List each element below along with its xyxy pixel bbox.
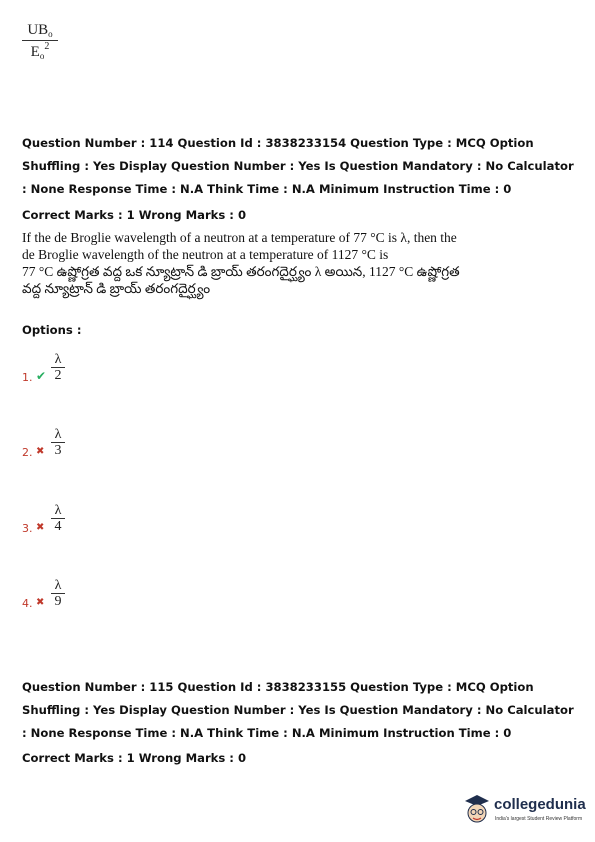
question-text-line: de Broglie wavelength of the neutron at a temperature of 1127 °C is: [22, 247, 389, 262]
option-1[interactable]: [22, 352, 222, 402]
question-115-meta: Question Number : 115 Question Id : 3838233155 Question Type : MCQ Option Shuffling : Yes Display Question Number : Yes Is Question Mandatory : No Calculator : None Response Time : N.A Think Time : N.A Minimum Instruction Time : 0: [22, 680, 574, 740]
cross-icon: ✖: [36, 522, 45, 533]
option-fraction: λ 3: [51, 427, 65, 459]
option-fraction: λ 4: [51, 503, 65, 535]
question-text-line: If the de Broglie wavelength of a neutron at a temperature of 77 °C is λ, then the: [22, 230, 457, 245]
question-text-line: 77 °C ఉష్ణోగ్రత వద్ద ఒక న్యూట్రాన్ డి బ్రాయ్ తరంగదైర్ఘ్యం λ అయిన, 1127 °C ఉష్ణోగ్రత: [22, 264, 460, 279]
question-114-marks: Correct Marks : 1 Wrong Marks : 0: [22, 208, 247, 222]
option-fraction: λ 2: [51, 352, 65, 384]
logo-tagline: India's largest Student Review Platform: [495, 816, 583, 822]
fraction-denominator: $E_o^2$: [30, 40, 50, 61]
collegedunia-logo: [462, 793, 587, 829]
option-2[interactable]: [22, 427, 222, 477]
option-3[interactable]: [22, 503, 222, 553]
question-text-line: వద్ద న్యూట్రాన్ డి బ్రాయ్ తరంగదైర్ఘ్యం: [22, 281, 211, 296]
option-index: 4.: [22, 597, 33, 610]
previous-answer-fraction: [22, 22, 58, 62]
options-label: Options :: [22, 323, 82, 337]
cross-icon: ✖: [36, 597, 45, 608]
option-index: 1.: [22, 371, 33, 384]
check-icon: ✔: [36, 369, 47, 383]
cross-icon: ✖: [36, 446, 45, 457]
question-114-text: [22, 229, 492, 297]
logo-brand: collegedunia: [494, 796, 586, 813]
question-114-meta: Question Number : 114 Question Id : 3838233154 Question Type : MCQ Option Shuffling : Yes Display Question Number : Yes Is Question Mandatory : No Calculator : None Response Time : N.A Think Time : N.A Minimum Instruction Time : 0: [22, 136, 574, 196]
option-4[interactable]: [22, 578, 222, 628]
option-fraction: λ 9: [51, 578, 65, 610]
option-index: 2.: [22, 446, 33, 459]
question-115-marks: Correct Marks : 1 Wrong Marks : 0: [22, 751, 247, 765]
fraction-numerator: $UB_o$: [27, 22, 53, 39]
option-index: 3.: [22, 522, 33, 535]
mascot-icon: [462, 793, 492, 827]
